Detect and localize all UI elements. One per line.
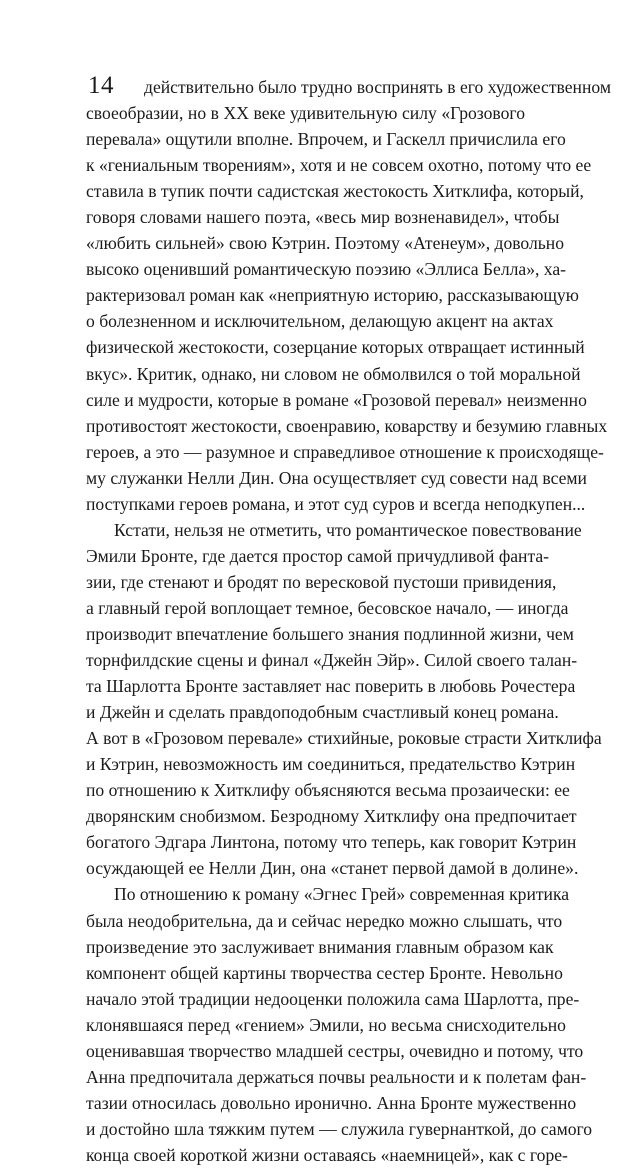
text-line: богатого Эдгара Линтона, потому что теперь, как говорит Кэтрин <box>86 832 577 853</box>
text-line: говоря словами нашего поэта, «весь мир возненавидел», чтобы <box>86 207 560 228</box>
text-line: к «гениальным творениям», хотя и не совсем охотно, потому что ее <box>86 155 592 176</box>
text-line: А вот в «Грозовом перевале» стихийные, роковые страсти Хитклифа <box>86 728 602 749</box>
text-line: дворянским снобизмом. Безродному Хитклифу она предпочитает <box>86 806 577 827</box>
text-line: клонявшаяся перед «гением» Эмили, но весьма снисходительно <box>86 1014 566 1035</box>
text-line: о болезненном и исключительном, делающую акцент на актах <box>86 311 554 332</box>
text-line: противостоят жестокости, своенравию, коварству и безумию главных <box>86 415 608 436</box>
text-line: торнфилдские сцены и финал «Джейн Эйр». Силой своего талан- <box>86 650 578 671</box>
text-line: осуждающей ее Нелли Дин, она «станет первой дамой в долине». <box>86 858 579 879</box>
text-line: рактеризовал роман как «неприятную историю, рассказывающую <box>86 285 579 306</box>
text-line: действительно было трудно воспринять в его художественном <box>144 77 611 97</box>
text-line: а главный герой воплощает темное, бесовское начало, — иногда <box>86 597 569 618</box>
text-line: высоко оценивший романтическую поэзию «Эллиса Белла», ха- <box>86 259 567 280</box>
text-line: производит впечатление большего знания подлинной жизни, чем <box>86 623 574 644</box>
text-line: Анна предпочитала держаться почвы реальности и к полетам фан- <box>86 1066 587 1087</box>
text-line: оценивавшая творчество младшей сестры, очевидно и потому, что <box>86 1040 584 1061</box>
text-line: конца своей короткой жизни оставаясь «наемницей», как с горе- <box>86 1144 568 1165</box>
text-line: героев, а это — разумное и справедливое отношение к происходяще- <box>86 441 604 462</box>
text-line: Эмили Бронте, где дается простор самой причудливой фанта- <box>86 545 550 566</box>
text-line: по отношению к Хитклифу объясняются весьма прозаически: ее <box>86 780 570 801</box>
text-line: «любить сильней» свою Кэтрин. Поэтому «Атенеум», довольно <box>86 233 565 254</box>
page-number: 14 <box>88 72 114 99</box>
text-line: и Джейн и сделать правдоподобным счастливый конец романа. <box>86 702 559 723</box>
text-line: Кстати, нельзя не отметить, что романтическое повествование <box>114 519 582 540</box>
text-line: начало этой традиции недооценки положила сама Шарлотта, пре- <box>86 988 580 1009</box>
text-line: и Кэтрин, невозможность им соединиться, предательство Кэтрин <box>86 754 576 775</box>
text-line: поступками героев романа, и этот суд суров и всегда неподкупен... <box>86 493 586 514</box>
text-line: физической жестокости, созерцание которых отвращает истинный <box>86 337 585 358</box>
text-line: тазии относилась довольно иронично. Анна Бронте мужественно <box>86 1092 577 1113</box>
text-line: ставила в тупик почти садистская жестокость Хитклифа, который, <box>86 181 584 202</box>
text-line: произведение это заслуживает внимания главным образом как <box>86 936 554 957</box>
text-line: своеобразии, но в XX веке удивительную силу «Грозового <box>86 103 525 124</box>
text-line: перевала» ощутили вполне. Впрочем, и Гаскелл причислила его <box>86 129 566 150</box>
text-line: та Шарлотта Бронте заставляет нас поверить в любовь Рочестера <box>86 676 576 697</box>
text-line: зии, где стенают и бродят по вересковой пустоши привидения, <box>86 571 557 592</box>
text-line: силе и мудрости, которые в романе «Грозовой перевал» неизменно <box>86 389 587 410</box>
text-line: и достойно шла тяжким путем — служила гувернанткой, до самого <box>86 1118 593 1139</box>
body-text <box>86 74 611 1168</box>
text-line: По отношению к роману «Эгнес Грей» современная критика <box>114 884 570 905</box>
text-line: вкус». Критик, однако, ни словом не обмолвился о той моральной <box>86 363 581 384</box>
text-line: компонент общей картины творчества сестер Бронте. Невольно <box>86 962 563 983</box>
text-line: му служанки Нелли Дин. Она осуществляет суд совести над всеми <box>86 467 587 488</box>
text-line: была неодобрительна, да и сейчас нередко можно слышать, что <box>86 910 563 931</box>
